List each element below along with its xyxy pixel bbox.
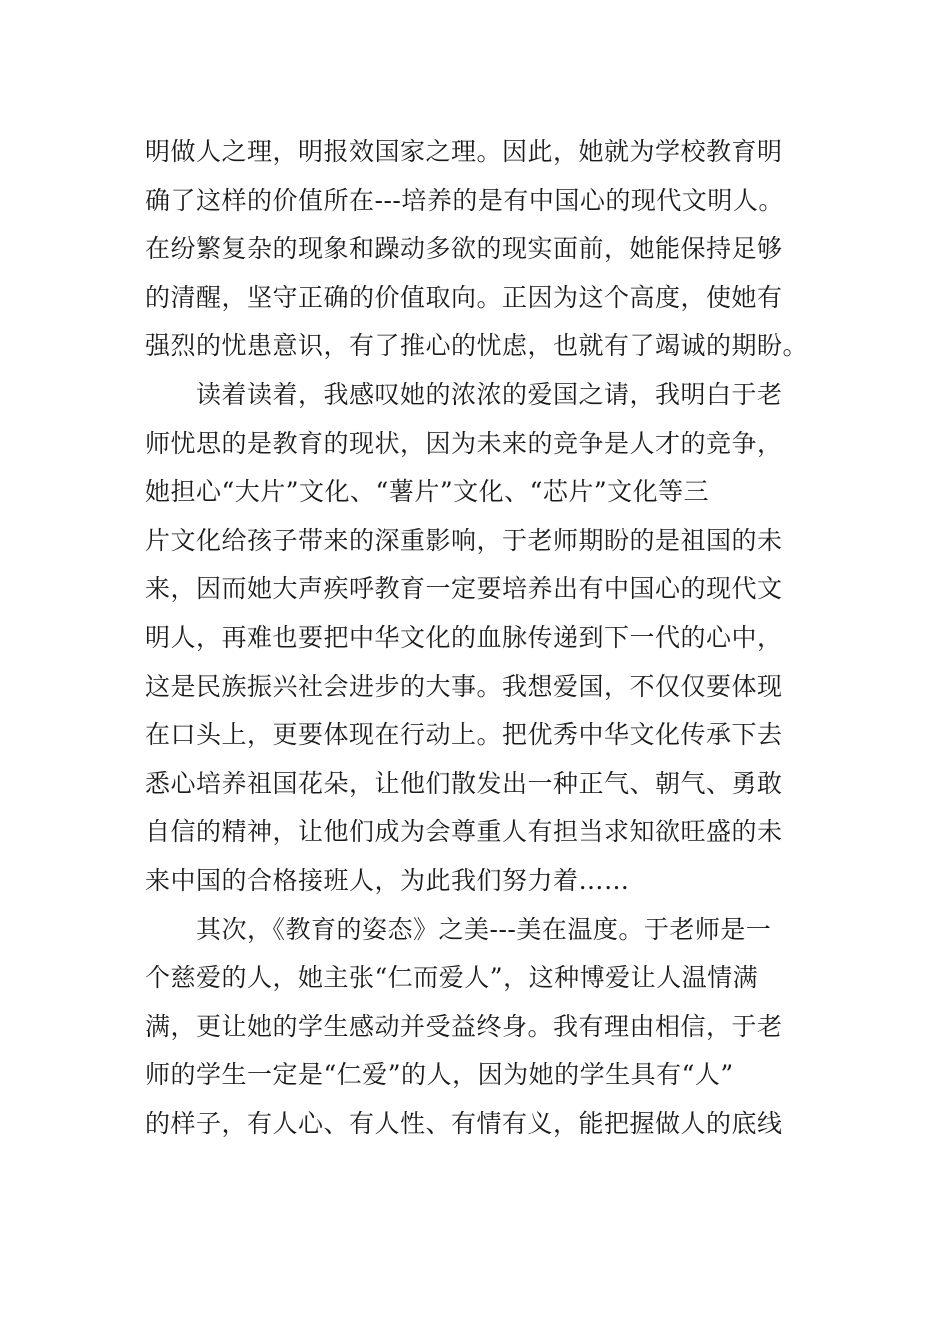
text-line: 自信的精神，让他们成为会尊重人有担当求知欲旺盛的未 [145,817,783,847]
document-body [145,128,810,1148]
text-line: 这是民族振兴社会进步的大事。我想爱国，不仅仅要体现 [145,671,783,701]
text-line: 师忧思的是教育的现状，因为未来的竞争是人才的竞争， [145,428,783,458]
text-line: 在口头上，更要体现在行动上。把优秀中华文化传承下去 [145,720,783,750]
text-line: 悉心培养祖国花朵，让他们散发出一种正气、朝气、勇敢 [145,768,783,798]
text-line: 在纷繁复杂的现象和躁动多欲的现实面前，她能保持足够 [145,234,783,264]
paragraph-first-line: 读着读着，我感叹她的浓浓的爱国之请，我明白于老 [196,379,783,409]
text-line: 明做人之理，明报效国家之理。因此，她就为学校教育明 [145,137,783,166]
text-line: 来，因而她大声疾呼教育一定要培养出有中国心的现代文 [145,574,783,604]
text-line: 明人，再难也要把中华文化的血脉传递到下一代的心中， [145,622,783,652]
text-line: 来中国的合格接班人，为此我们努力着…… [145,865,630,895]
text-line: 师的学生一定是“仁爱”的人，因为她的学生具有“人” [145,1060,734,1090]
text-line: 确了这样的价值所在---培养的是有中国心的现代文明人。 [145,185,784,215]
text-line: 的样子，有人心、有人性、有情有义，能把握做人的底线 [145,1108,783,1138]
text-line: 她担心“大片”文化、“薯片”文化、“芯片”文化等三 [145,477,710,507]
text-line: 的清醒，坚守正确的价值取向。正因为这个高度，使她有 [145,282,783,312]
text-line: 强烈的忧患意识，有了推心的忧虑，也就有了竭诚的期盼。 [145,331,809,361]
text-line: 满，更让她的学生感动并受益终身。我有理由相信，于老 [145,1011,783,1041]
text-line: 个慈爱的人，她主张“仁而爱人”，这种博爱让人温情满 [145,963,759,993]
text-line: 片文化给孩子带来的深重影响，于老师期盼的是祖国的未 [145,525,783,555]
paragraph-first-line: 其次，《教育的姿态》之美---美在温度。于老师是一 [196,914,772,944]
